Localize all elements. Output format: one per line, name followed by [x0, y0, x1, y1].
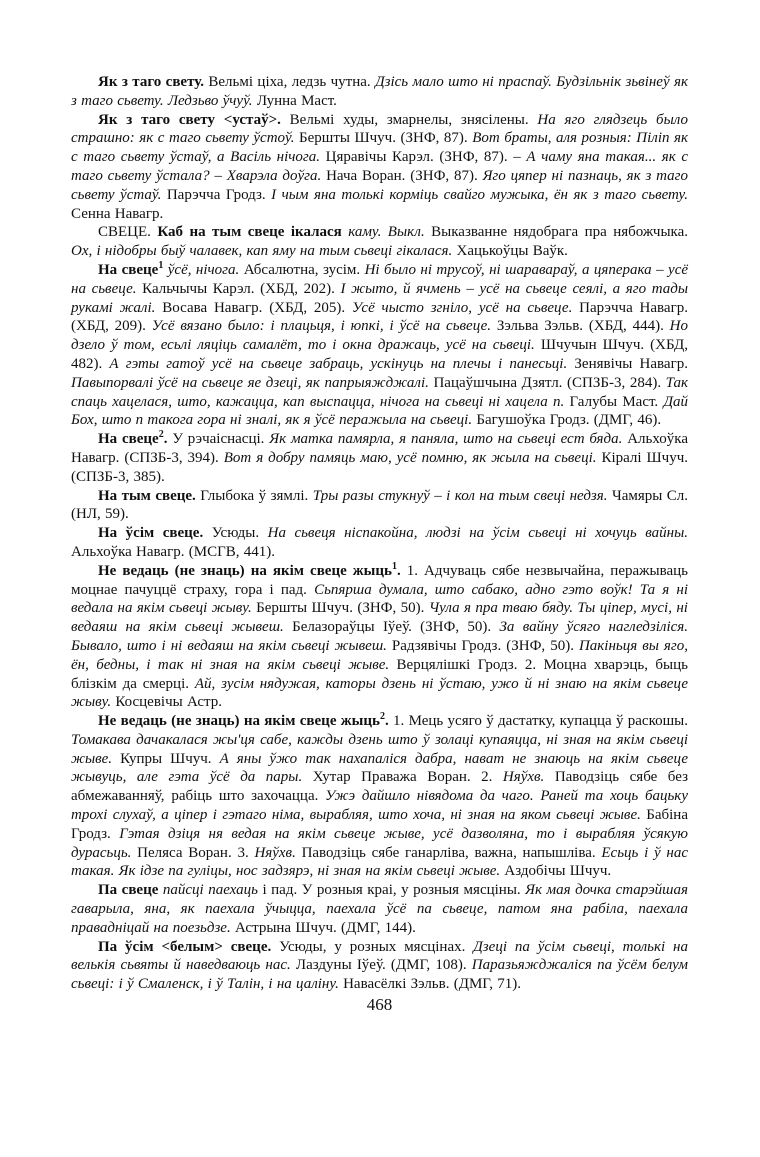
text-segment: Паводзіць сябе без абмежаванняў, рабіць што захочацца.: [71, 769, 688, 805]
text-segment: Бершты Шчуч. (ЗНФ, 87).: [294, 130, 473, 147]
page-number: 468: [366, 995, 393, 1015]
example-segment: На яго глядзець было страшно: як с таго сьвету ўстоў.: [71, 111, 688, 147]
example-segment: Дай Бох, што п такога гора ні зналі, як я ўсё перажыла на сьвеці.: [71, 393, 688, 429]
text-segment: Альхоўка Навагр. (СПЗБ-3, 394).: [71, 431, 689, 466]
text-segment: Парэчча Навагр. (ХБД, 209).: [71, 299, 688, 335]
headword-segment: .: [384, 713, 389, 730]
example-segment: Но дзело ў том, есьлі ляціць самалёт, то і окна дражаць, усё на сьвеці.: [71, 318, 688, 354]
example-segment: Так спаць хацелася, што, кажацца, кап выспацца, нічога на сьвеці ні хацела п.: [71, 374, 688, 410]
text-segment: Парэчча Гродз.: [161, 186, 272, 203]
text-segment: Верцялішкі Гродз. 2. Моцна хварэць, быць блізкім да смерці.: [71, 656, 688, 692]
example-segment: І жыто, й ячмень – усё на сьвеце сеялі, а яго тады рукамі жалі.: [71, 280, 688, 316]
text-segment: Шчучын Шчуч. (ХБД, 482).: [71, 337, 688, 372]
text-segment: Хутар Праважа Воран. 2.: [302, 769, 503, 786]
headword-segment: Па ўсім <белым> свеце.: [98, 938, 272, 955]
text-segment: Белазораўцы Іўеў. (ЗНФ, 50).: [283, 619, 500, 636]
example-segment: каму. Выкл.: [348, 224, 425, 241]
example-segment: ўсё, нічога.: [163, 261, 240, 278]
text-segment: Усюды.: [203, 525, 268, 542]
example-segment: Вот браты, аля розныя: Пiлiп як с таго сьвету ўстаў, а Васіль нічога.: [71, 130, 688, 166]
example-segment: За вайну ўсяго нагледзіліся. Бывало, што і ні ведаяш на якім сьвеці жывеш.: [71, 619, 688, 654]
example-segment: – А чаму яна такая... як с таго сьвету ўстала? – Хварэла доўга.: [71, 149, 688, 184]
example-segment: Сьпярша думала, што сабако, адно гэто воўк! Та я ні ведала на якім сьвеці жыву.: [71, 581, 688, 617]
example-segment: І чым яна толькі корміць свайго мужыка, ён як з таго сьвету.: [271, 186, 688, 203]
entry-paragraph: [71, 712, 688, 881]
entry-paragraph: [71, 487, 688, 525]
example-segment: Няўхв.: [254, 844, 296, 861]
headword-segment: 1: [391, 560, 397, 572]
example-segment: Дзеці па ўсім сьвеці, толькі на велькія сьвяты й наведваюць нас.: [71, 938, 688, 974]
entry-paragraph: [71, 562, 688, 712]
example-segment: Дзісь мало што ні праспаў. Будзільнік зьвінеў як з таго сьвету. Ледзьво ўчуў.: [71, 74, 688, 109]
text-segment: Сенна Навагр.: [71, 205, 164, 222]
headword-segment: Як з таго свету <устаў>.: [98, 111, 281, 128]
text-segment: Пацаўшчына Дзятл. (СПЗБ-3, 284).: [428, 374, 666, 391]
headword-segment: Не ведаць (не знаць) на якім свеце жыць: [98, 562, 392, 579]
text-segment: Цяравічы Карэл. (ЗНФ, 87).: [320, 149, 514, 166]
text-segment: Абсалютна, зусім.: [239, 261, 365, 278]
example-segment: Гэтая дзіця ня ведая на якім сьвеце жыве, усё дазволяна, то і вырабляя ўсякую дурасьць.: [71, 825, 688, 861]
text-segment: Чамяры Сл. (НЛ, 59).: [71, 487, 689, 523]
example-segment: Пакіньця вы яго, ён, бедны, і так ні зная на якім сьвеці жыве.: [71, 637, 688, 673]
example-segment: Вот я добру памяць маю, усё помню, як жыла на сьвеці.: [223, 449, 597, 466]
headword-segment: 2: [379, 711, 385, 723]
example-segment: А яны ўжо так нахапаліся дабра, нават не знаюць на якім сьвеце жывуць, але гэта ўсё да пары.: [71, 750, 688, 786]
text-segment: Восава Навагр. (ХБД, 205).: [155, 299, 353, 316]
text-segment: Усюды, у розных мясцінах.: [271, 938, 474, 955]
headword-segment: На тым свеце.: [98, 487, 196, 504]
example-segment: Ужэ дайшло нівядома да чаго. Раней та хоць бацьку трохі слухаў, а ціпер і гэтаго німа, вырабляя, што хоча, ні зная на яком сьвеці жыве.: [71, 788, 688, 824]
entry-paragraph: [71, 223, 688, 261]
example-segment: Есьць і ў нас такая. Як ідзе па гуліцы, нос задзярэ, ні зная на якім сьвеці жыве.: [71, 844, 688, 880]
entry-paragraph: [71, 938, 688, 994]
text-segment: 1. Адчуваць сябе незвычайна, перажываць моцнае пачуццё страху, гора і пад.: [71, 562, 688, 598]
text-segment: Альхоўка Навагр. (МСГВ, 441).: [71, 543, 275, 560]
example-segment: Томакава дачакалася жы'ця сабе, кажды дзень што ў золаці купаяцца, ні зная на якім сьвеці жыве.: [71, 731, 688, 767]
text-segment: Астрына Шчуч. (ДМГ, 144).: [230, 919, 416, 936]
text-segment: Радзявічы Гродз. (ЗНФ, 50).: [386, 637, 579, 654]
headword-segment: На свеце: [98, 261, 159, 278]
example-segment: Ох, і нідобры быў чалавек, кап яму на тым сьвеці гікалася.: [71, 243, 453, 260]
headword-segment: Як з таго свету.: [98, 74, 204, 90]
entry-paragraph: [71, 261, 688, 430]
text-segment: Лунна Маст.: [252, 92, 337, 109]
headword-segment: Каб на тым свеце ікалася: [157, 224, 349, 241]
text-segment: У рэчаіснасці.: [167, 431, 270, 448]
headword-segment: Па свеце: [98, 882, 163, 899]
text-segment: Бершты Шчуч. (ЗНФ, 50).: [251, 600, 429, 617]
example-segment: Як матка памярла, я паняла, што на сьвеці ест бяда.: [269, 431, 623, 448]
text-segment: Навасёлкі Зэльв. (ДМГ, 71).: [338, 976, 522, 993]
text-segment: Вельмі худы, змарнелы, знясілены.: [280, 111, 538, 128]
entry-paragraph: [71, 111, 688, 224]
text-segment: 1. Мець усяго ў дастатку, купацца ў раскошы.: [388, 713, 688, 730]
example-segment: Тры разы стукнуў – і кол на тым свеці недзя.: [312, 487, 608, 504]
text-segment: Багушоўка Гродз. (ДМГ, 46).: [472, 412, 662, 429]
entry-paragraph: [71, 881, 688, 937]
text-segment: Хацькоўцы Ваўк.: [452, 243, 568, 260]
text-segment: Кальчычы Карэл. (ХБД, 202).: [136, 280, 341, 297]
example-segment: Як мая дочка старэйшая гаварыла, яна, як паехала ўчыцца, паехала ўсё па сьвеце, патом яна рабіла, паехала праваднiцай на поезьдзе.: [71, 882, 688, 936]
example-segment: Ай, зусім нядужая, каторы дзень ні ўстаю, ужо й ні знаю на якім сьвеце жыву.: [71, 675, 688, 711]
text-segment: Вельмі ціха, ледзь чутна.: [204, 74, 376, 90]
text-segment: Паводзіць сябе ганарліва, важна, напышліва.: [295, 844, 602, 861]
text-segment: Галубы Маст.: [564, 393, 664, 410]
text-segment: Кіралі Шчуч. (СПЗБ-3, 385).: [71, 449, 688, 485]
text-segment: Зэльва Зэльв. (ХБД, 444).: [490, 318, 670, 335]
headword-segment: 2: [158, 429, 164, 441]
example-segment: Усё чысто згніло, усё на сьвеце.: [352, 299, 573, 316]
text-segment: Аздобічы Шчуч.: [500, 863, 612, 880]
example-segment: Няўхв.: [502, 769, 545, 786]
entries: [71, 73, 688, 994]
text-segment: Купры Шчуч.: [112, 750, 220, 767]
text-segment: Бабіна Гродз.: [71, 807, 688, 842]
example-segment: Яго цяпер ні пазнаць, як з таго сьвету ўстаў.: [71, 167, 688, 203]
example-segment: Ні было ні трусоў, ні шаравараў, а цяперака – усё на сьвеце.: [71, 261, 689, 297]
text-segment: Лаздуны Іўеў. (ДМГ, 108).: [290, 957, 472, 974]
text-segment: Выказванне нядобрага пра нябожчыка.: [424, 224, 688, 241]
text-segment: Глыбока ў зямлі.: [195, 487, 313, 504]
headword-segment: Не ведаць (не знаць) на якім свеце жыць: [98, 713, 380, 730]
entry-paragraph: [71, 73, 688, 111]
text-segment: і пад. У розныя краі, у розныя мясціны.: [262, 882, 526, 899]
example-segment: А гэты гатоў усё на сьвеце забраць, ускінуць на плечы і панесьці.: [109, 355, 568, 372]
text-segment: Косцевічы Астр.: [111, 694, 223, 711]
headword-segment: .: [163, 431, 168, 448]
text-segment: Зенявічы Навагр.: [567, 355, 688, 372]
headword-segment: На ўсім свеце.: [98, 525, 204, 542]
headword-segment: На свеце: [98, 431, 159, 448]
text-segment: Нача Воран. (ЗНФ, 87).: [321, 167, 483, 184]
text-segment: СВЕЦЕ.: [98, 224, 158, 241]
entry-paragraph: [71, 430, 688, 486]
example-segment: На сьвеця ніспакойна, людзі на ўсім сьвеці ні хочуць вайны.: [267, 525, 688, 542]
text-segment: Пеляса Воран. 3.: [131, 844, 255, 861]
entry-paragraph: [71, 524, 688, 562]
example-segment: Паразьяжджаліся па ўсём белум сьвеці: і ў Смаленск, і ў Талін, і на цаліну.: [71, 957, 688, 993]
example-segment: пайсці паехаць: [162, 882, 263, 899]
example-segment: Чула я пра тваю бяду. Ты ціпер, мусі, ні ведаяш на якім сьвеці жывеш.: [71, 600, 688, 636]
example-segment: Усё вязано было: і плацьця, і юпкі, і ўсё на сьвеце.: [151, 318, 491, 335]
headword-segment: .: [396, 562, 401, 579]
headword-segment: 1: [158, 259, 164, 271]
example-segment: Павыпорвалі ўсё на сьвеце яе дзеці, як папрыяжджалі.: [71, 374, 429, 391]
